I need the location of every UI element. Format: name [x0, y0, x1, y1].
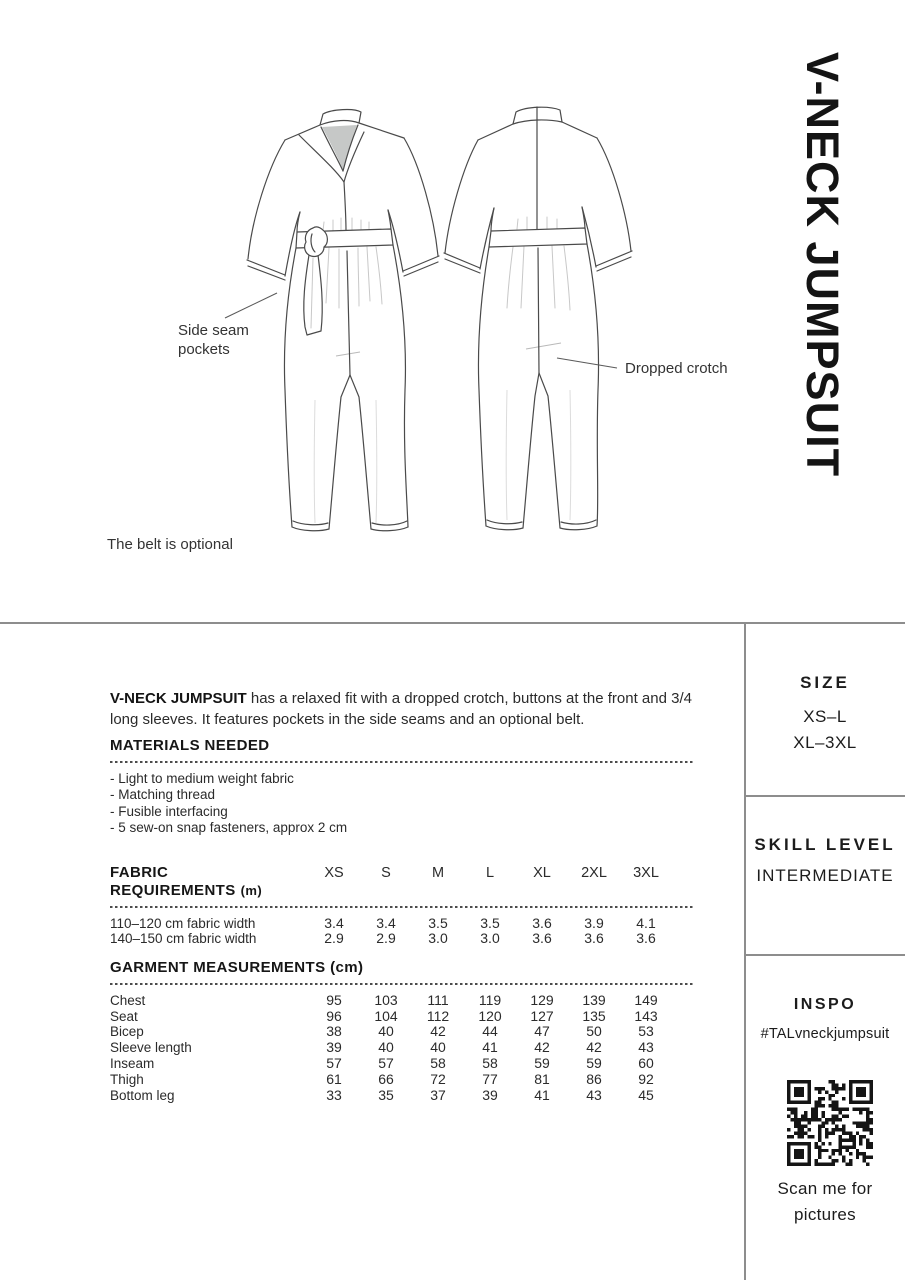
fabric-row — [110, 931, 710, 947]
value-cell: 3.9 — [584, 914, 604, 931]
value-cell: 3.5 — [480, 914, 500, 931]
value-cell: 60 — [638, 1055, 654, 1072]
fabric-header-row — [110, 864, 710, 900]
size-column-header: L — [485, 865, 495, 881]
measurement-row — [110, 1024, 710, 1040]
row-label: Chest — [110, 992, 146, 1008]
value-cell: 59 — [586, 1055, 602, 1072]
belt-optional-note: The belt is optional — [107, 536, 233, 553]
row-label: Seat — [110, 1008, 138, 1024]
intro-paragraph — [110, 688, 710, 730]
size-column-header: XL — [533, 865, 551, 881]
materials-section — [110, 737, 710, 837]
size-column-header: XS — [324, 865, 344, 881]
measurement-row — [110, 1088, 710, 1104]
materials-item: - 5 sew-on snap fasteners, approx 2 cm — [110, 820, 710, 837]
dropped-crotch-annotation: Dropped crotch — [625, 360, 728, 377]
value-cell: 35 — [378, 1087, 394, 1104]
value-cell: 45 — [638, 1087, 654, 1104]
value-cell: 129 — [530, 991, 554, 1008]
garment-title: GARMENT MEASUREMENTS (cm) — [110, 959, 364, 976]
inspo-hashtag: #TALvneckjumpsuit — [760, 1026, 890, 1042]
materials-item: - Matching thread — [110, 787, 710, 804]
row-label: Bottom leg — [110, 1088, 175, 1104]
size-column-header: 2XL — [581, 865, 607, 881]
value-cell: 72 — [430, 1071, 446, 1088]
dashed-rule — [110, 906, 695, 908]
value-cell: 104 — [374, 1007, 398, 1024]
value-cell: 149 — [634, 991, 658, 1008]
materials-item: - Fusible interfacing — [110, 804, 710, 821]
back-view-sketch — [444, 107, 632, 530]
measurement-row — [110, 1056, 710, 1072]
value-cell: 42 — [586, 1039, 602, 1056]
fabric-row — [110, 916, 710, 932]
sidebar-divider-2 — [746, 954, 905, 956]
size-column-header: M — [431, 865, 445, 881]
value-cell: 40 — [430, 1039, 446, 1056]
value-cell: 59 — [534, 1055, 550, 1072]
value-cell: 3.4 — [324, 914, 344, 931]
value-cell: 4.1 — [636, 914, 656, 931]
value-cell: 2.9 — [376, 930, 396, 947]
value-cell: 43 — [586, 1087, 602, 1104]
page-title: V-NECK JUMPSUIT — [797, 52, 848, 478]
jumpsuit-technical-drawing — [180, 90, 660, 540]
row-label: Sleeve length — [110, 1040, 192, 1056]
measurement-row — [110, 1072, 710, 1088]
dashed-rule — [110, 761, 695, 763]
value-cell: 111 — [427, 991, 449, 1008]
size-column-header: 3XL — [633, 865, 659, 881]
value-cell: 77 — [482, 1071, 498, 1088]
fabric-title: FABRIC REQUIREMENTS (m) — [110, 864, 263, 899]
value-cell: 47 — [534, 1023, 550, 1040]
value-cell: 86 — [586, 1071, 602, 1088]
value-cell: 3.6 — [636, 930, 656, 947]
value-cell: 41 — [482, 1039, 498, 1056]
fabric-table-body — [110, 916, 710, 947]
value-cell: 39 — [326, 1039, 342, 1056]
value-cell: 40 — [378, 1023, 394, 1040]
fabric-requirements-section — [110, 864, 710, 947]
value-cell: 58 — [482, 1055, 498, 1072]
intro-text: has a relaxed fit with a dropped crotch, buttons at the front and 3/4 long sleeves. It features pockets in the side seams and an optional belt. — [110, 690, 692, 728]
value-cell: 112 — [426, 1007, 450, 1024]
value-cell: 41 — [534, 1087, 550, 1104]
value-cell: 39 — [482, 1087, 498, 1104]
value-cell: 139 — [582, 991, 606, 1008]
value-cell: 42 — [430, 1023, 446, 1040]
value-cell: 3.0 — [480, 930, 500, 947]
value-cell: 127 — [530, 1007, 554, 1024]
value-cell: 120 — [478, 1007, 502, 1024]
front-view-sketch — [247, 110, 439, 531]
value-cell: 38 — [326, 1023, 342, 1040]
value-cell: 103 — [374, 991, 398, 1008]
value-cell: 3.0 — [428, 930, 448, 947]
value-cell: 33 — [326, 1087, 342, 1104]
measurement-row — [110, 993, 710, 1009]
value-cell: 3.6 — [532, 914, 552, 931]
crotch-pointer-line — [557, 358, 617, 368]
materials-list — [110, 771, 710, 837]
value-cell: 119 — [478, 991, 502, 1008]
size-ranges — [745, 704, 905, 756]
value-cell: 66 — [378, 1071, 394, 1088]
value-cell: 96 — [326, 1007, 342, 1024]
measurement-row — [110, 1040, 710, 1056]
skill-level-value: INTERMEDIATE — [756, 866, 894, 885]
value-cell: 95 — [326, 991, 342, 1008]
value-cell: 2.9 — [324, 930, 344, 947]
qr-caption: Scan me for pictures — [777, 1179, 873, 1224]
side-seam-pockets-annotation: Side seam pockets — [178, 322, 249, 358]
inspo-title: INSPO — [793, 996, 857, 1013]
size-range: XS–L — [803, 707, 847, 726]
size-section-title: SIZE — [800, 673, 850, 692]
value-cell: 43 — [638, 1039, 654, 1056]
dashed-rule — [110, 983, 695, 985]
value-cell: 135 — [582, 1007, 606, 1024]
value-cell: 57 — [326, 1055, 342, 1072]
value-cell: 50 — [586, 1023, 602, 1040]
value-cell: 3.6 — [584, 930, 604, 947]
value-cell: 3.4 — [376, 914, 396, 931]
garment-table-body — [110, 993, 710, 1104]
fabric-unit: (m) — [240, 883, 263, 898]
materials-item: - Light to medium weight fabric — [110, 771, 710, 788]
measurement-row — [110, 1009, 710, 1025]
value-cell: 81 — [534, 1071, 550, 1088]
value-cell: 40 — [378, 1039, 394, 1056]
value-cell: 44 — [482, 1023, 498, 1040]
row-label: Inseam — [110, 1056, 155, 1072]
value-cell: 42 — [534, 1039, 550, 1056]
value-cell: 3.5 — [428, 914, 448, 931]
size-range: XL–3XL — [793, 733, 857, 752]
value-cell: 57 — [378, 1055, 394, 1072]
row-label: Thigh — [110, 1072, 144, 1088]
value-cell: 3.6 — [532, 930, 552, 947]
value-cell: 53 — [638, 1023, 654, 1040]
intro-garment-name: V-NECK JUMPSUIT — [110, 690, 247, 707]
skill-level-title: SKILL LEVEL — [754, 835, 896, 854]
value-cell: 143 — [634, 1007, 658, 1024]
size-column-header: S — [381, 865, 391, 881]
materials-title: MATERIALS NEEDED — [110, 737, 270, 754]
row-label: Bicep — [110, 1024, 144, 1040]
main-horizontal-divider — [0, 622, 905, 624]
row-label: 110–120 cm fabric width — [110, 915, 256, 931]
value-cell: 61 — [326, 1071, 342, 1088]
value-cell: 92 — [638, 1071, 654, 1088]
garment-measurements-section — [110, 959, 710, 1104]
row-label: 140–150 cm fabric width — [110, 931, 257, 947]
qr-code — [787, 1080, 873, 1166]
value-cell: 58 — [430, 1055, 446, 1072]
value-cell: 37 — [430, 1087, 446, 1104]
pockets-pointer-line — [225, 293, 277, 318]
sidebar-divider-1 — [746, 795, 905, 797]
